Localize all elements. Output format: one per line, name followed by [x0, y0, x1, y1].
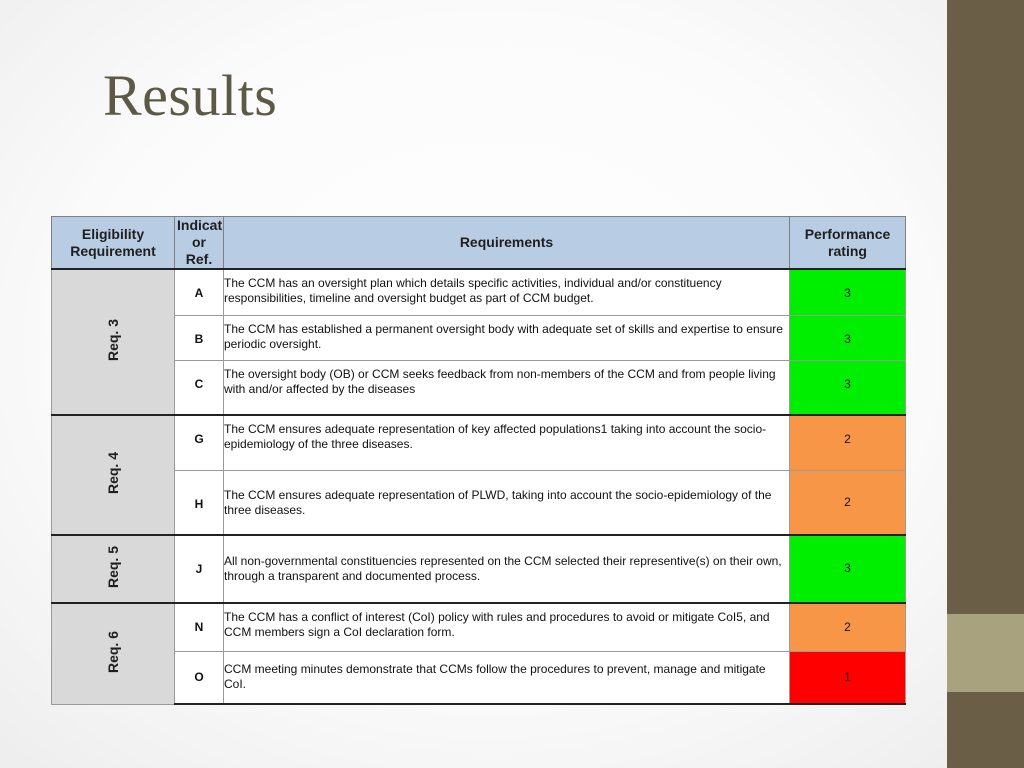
- table-row: [52, 535, 906, 603]
- req-4-label: Req. 4: [105, 452, 121, 495]
- requirement-text: The CCM has an oversight plan which details specific activities, individual and/or constituency responsibilities, timeline and oversight budget as part of CCM budget.: [224, 269, 790, 315]
- table-row: [52, 470, 906, 535]
- side-accent-decoration: [947, 614, 1024, 692]
- rating-cell: 2: [790, 415, 906, 470]
- req-4-group-cell: [52, 415, 175, 535]
- req-3-label: Req. 3: [105, 319, 121, 362]
- req-3-group-cell: [52, 269, 175, 415]
- header-performance-rating: Performance rating: [790, 217, 906, 270]
- requirement-text: The CCM ensures adequate representation of PLWD, taking into account the socio-epidemiology of the three diseases.: [224, 470, 790, 535]
- rating-cell: 3: [790, 315, 906, 360]
- ref-cell: H: [175, 470, 224, 535]
- requirement-text: The oversight body (OB) or CCM seeks feedback from non-members of the CCM and from people living with and/or affected by the diseases: [224, 360, 790, 415]
- requirement-text: The CCM has established a permanent oversight body with adequate set of skills and expertise to ensure periodic oversight.: [224, 315, 790, 360]
- req-5-group-cell: [52, 535, 175, 603]
- ref-cell: J: [175, 535, 224, 603]
- slide-title: Results: [103, 63, 278, 128]
- rating-cell: 2: [790, 603, 906, 651]
- header-eligibility-requirement: Eligibility Requirement: [52, 217, 175, 270]
- ref-cell: C: [175, 360, 224, 415]
- table-row: [52, 360, 906, 415]
- header-indicator-ref: Indicat or Ref.: [175, 217, 224, 270]
- req-5-label: Req. 5: [105, 546, 121, 589]
- rating-cell: 2: [790, 470, 906, 535]
- table-row: [52, 269, 906, 315]
- ref-cell: O: [175, 651, 224, 704]
- table-row: [52, 603, 906, 651]
- rating-cell: 3: [790, 269, 906, 315]
- requirement-text: All non-governmental constituencies represented on the CCM selected their representive(s) on their own, through a transparent and documented process.: [224, 535, 790, 603]
- rating-cell: 3: [790, 535, 906, 603]
- results-table: [51, 216, 906, 705]
- ref-cell: G: [175, 415, 224, 470]
- rating-cell: 3: [790, 360, 906, 415]
- requirement-text: The CCM ensures adequate representation of key affected populations1 taking into account the socio-epidemiology of the three diseases.: [224, 415, 790, 470]
- req-6-group-cell: [52, 603, 175, 704]
- table-row: [52, 415, 906, 470]
- requirement-text: CCM meeting minutes demonstrate that CCMs follow the procedures to prevent, manage and mitigate CoI.: [224, 651, 790, 704]
- table-row: [52, 315, 906, 360]
- ref-cell: N: [175, 603, 224, 651]
- ref-cell: A: [175, 269, 224, 315]
- ref-cell: B: [175, 315, 224, 360]
- table-row: [52, 651, 906, 704]
- table-header-row: [52, 217, 906, 270]
- header-requirements: Requirements: [224, 217, 790, 270]
- rating-cell: 1: [790, 651, 906, 704]
- requirement-text: The CCM has a conflict of interest (CoI) policy with rules and procedures to avoid or mitigate CoI5, and CCM members sign a CoI declaration form.: [224, 603, 790, 651]
- req-6-label: Req. 6: [105, 631, 121, 674]
